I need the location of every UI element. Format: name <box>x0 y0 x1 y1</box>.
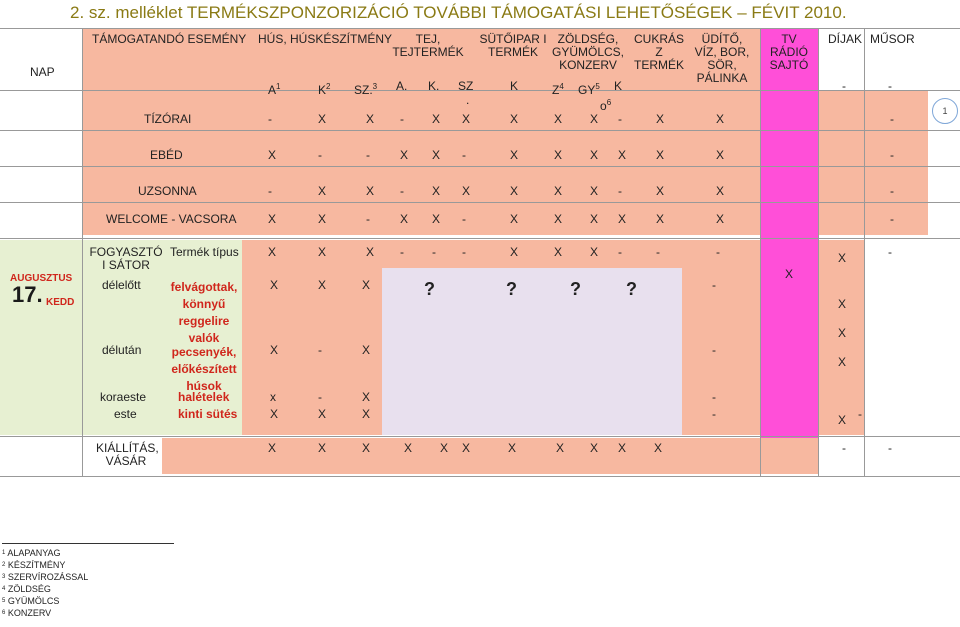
delutan-label: délután <box>102 343 142 357</box>
prize-value: X <box>838 413 847 427</box>
kiallitas-value: X <box>618 441 627 455</box>
drinks-value: - <box>712 407 716 421</box>
footnote: $^4$ ZÖLDSÉG <box>2 584 51 594</box>
kiallitas-band <box>82 438 818 474</box>
program-value: - <box>858 407 862 421</box>
sub-a2: A. <box>396 79 408 93</box>
type-value: X <box>268 245 277 259</box>
prize-value: X <box>838 251 847 265</box>
sub-dash-2: - <box>888 79 892 93</box>
row-welcome-value: X <box>554 212 563 226</box>
row-tizorai-value: - <box>268 112 272 126</box>
slot-value: X <box>318 278 327 292</box>
slot-value: X <box>362 278 371 292</box>
day-weekday: KEDD <box>46 297 75 308</box>
drinks-value: - <box>712 390 716 404</box>
delutan-desc: pecsenyék, előkészített húsok <box>171 345 237 393</box>
unknown-mark: ? <box>626 279 637 299</box>
slot-value: X <box>362 343 371 357</box>
delelott-desc: felvágottak, könnyű reggelire valók <box>170 280 238 345</box>
row-tizorai-value: X <box>590 112 599 126</box>
drinks-value: - <box>712 278 716 292</box>
fogyaszto-label: FOGYASZTÓ I SÁTOR <box>89 245 163 272</box>
row-tizorai-value: X <box>366 112 375 126</box>
kiallitas-value: X <box>508 441 517 455</box>
header-event: TÁMOGATANDÓ ESEMÉNY <box>92 32 247 46</box>
sub-k2: K. <box>428 79 440 93</box>
type-value: X <box>318 245 327 259</box>
row-welcome-value: X <box>400 212 409 226</box>
koraeste-label: koraeste <box>100 390 147 404</box>
este-label: este <box>114 407 137 421</box>
row-tizorai-value: - <box>618 112 622 126</box>
drinks-block <box>682 240 760 435</box>
row-welcome-value: - <box>366 212 370 226</box>
slot-value: - <box>318 343 322 357</box>
slot-value: x <box>270 390 276 404</box>
header-dairy: TEJ, TEJTERMÉK <box>392 32 464 59</box>
day-number: 17. <box>12 282 43 307</box>
type-row-block <box>382 240 682 268</box>
footnote: $^1$ ALAPANYAG <box>2 548 61 558</box>
row-uzsonna-label: UZSONNA <box>138 184 197 198</box>
row-uzsonna-value: X <box>716 184 725 198</box>
type-value: X <box>554 245 563 259</box>
sub-k3: K <box>510 79 519 93</box>
row-ebed-value: X <box>510 148 519 162</box>
row-uzsonna-value: - <box>618 184 622 198</box>
slot-value: - <box>318 390 322 404</box>
unknown-mark: ? <box>506 279 517 299</box>
footnote: $^3$ SZERVÍROZÁSSAL <box>2 572 89 582</box>
row-ebed-value: - <box>366 148 370 162</box>
kiallitas-prize: - <box>842 441 846 455</box>
row-tizorai-value: X <box>432 112 441 126</box>
kiallitas-label: KIÁLLÍTÁS, VÁSÁR <box>96 441 159 468</box>
prize-value: X <box>838 326 847 340</box>
row-tizorai-value: X <box>510 112 519 126</box>
program-value: - <box>888 245 892 259</box>
row-uzsonna-value: X <box>462 184 471 198</box>
row-ebed-value: X <box>432 148 441 162</box>
nap-header-cell <box>0 28 82 90</box>
type-value: X <box>510 245 519 259</box>
day-month: AUGUSZTUS <box>10 273 73 284</box>
kiallitas-value: X <box>318 441 327 455</box>
type-value: - <box>432 245 436 259</box>
type-value: X <box>366 245 375 259</box>
kiallitas-value: X <box>268 441 277 455</box>
sub-a: $A^1$ <box>268 82 281 97</box>
type-value: X <box>590 245 599 259</box>
row-tizorai-value: X <box>462 112 471 126</box>
type-value: - <box>400 245 404 259</box>
header-meat: HÚS, HÚSKÉSZÍTMÉNY <box>258 32 393 46</box>
row-ebed-label: EBÉD <box>150 148 183 162</box>
tv-value: X <box>785 267 794 281</box>
row-ebed-value: - <box>462 148 466 162</box>
row-ebed-program: - <box>890 148 894 162</box>
row-ebed-value: X <box>268 148 277 162</box>
type-label: Termék típus <box>170 245 239 259</box>
sub-dot: . <box>466 93 470 107</box>
header-nap: NAP <box>30 65 55 79</box>
sub-z: $Z^4$ <box>552 82 564 97</box>
page-title: 2. sz. melléklet TERMÉKSZPONZORIZÁCIÓ TOVÁBBI TÁMOGATÁSI LEHETŐSÉGEK – FÉVIT 2010. <box>70 3 847 22</box>
row-welcome-value: X <box>432 212 441 226</box>
row-uzsonna-value: - <box>268 184 272 198</box>
row-uzsonna-value: - <box>400 184 404 198</box>
slot-value: X <box>362 407 371 421</box>
slot-value: X <box>270 343 279 357</box>
drinks-value: - <box>712 343 716 357</box>
header-drinks: ÜDÍTŐ, VÍZ, BOR, SÖR, PÁLINKA <box>694 32 750 85</box>
header-bakery: SÜTŐIPAR I TERMÉK <box>479 32 547 59</box>
row-uzsonna-program: - <box>890 184 894 198</box>
header-prizes: DÍJAK <box>828 32 863 46</box>
row-welcome-value: X <box>656 212 665 226</box>
row-tizorai-label: TÍZÓRAI <box>144 112 192 126</box>
meat-block <box>242 240 382 435</box>
row-welcome-value: X <box>618 212 627 226</box>
kiallitas-value: X <box>362 441 371 455</box>
header-candy: CUKRÁS Z TERMÉK <box>633 32 684 72</box>
slot-value: X <box>270 407 279 421</box>
slot-value: X <box>318 407 327 421</box>
row-tizorai-value: X <box>656 112 665 126</box>
type-value: - <box>618 245 622 259</box>
slot-value: X <box>270 278 279 292</box>
koraeste-desc: halételek <box>178 390 230 404</box>
slot-value: X <box>362 390 371 404</box>
right-meals-band <box>818 90 928 235</box>
sub-k: $K^2$ <box>318 82 331 97</box>
row-welcome-value: X <box>590 212 599 226</box>
sub-gy: $GY^5$ <box>578 82 600 97</box>
footnote: $^5$ GYÜMÖLCS <box>2 596 60 606</box>
row-tizorai-value: X <box>554 112 563 126</box>
kiallitas-value: X <box>462 441 471 455</box>
row-uzsonna-value: X <box>554 184 563 198</box>
este-desc: kinti sütés <box>178 407 238 421</box>
row-welcome-value: X <box>268 212 277 226</box>
row-welcome-label: WELCOME - VACSORA <box>106 212 237 226</box>
prize-value: X <box>838 355 847 369</box>
row-ebed-value: X <box>656 148 665 162</box>
kiallitas-value: X <box>590 441 599 455</box>
row-ebed-value: X <box>400 148 409 162</box>
row-welcome-value: X <box>318 212 327 226</box>
header-tv: TV RÁDIÓ SAJTÓ <box>769 32 809 72</box>
kiallitas-value: X <box>556 441 565 455</box>
day-block <box>0 240 82 435</box>
nap-empty-cell <box>0 90 82 235</box>
row-uzsonna-value: X <box>318 184 327 198</box>
kiallitas-program: - <box>888 441 892 455</box>
footnote: $^6$ KONZERV <box>2 608 52 618</box>
row-ebed-value: - <box>318 148 322 162</box>
comment-badge[interactable]: 1 <box>932 98 958 124</box>
header-veg: ZÖLDSÉG, GYÜMÖLCS, KONZERV <box>551 32 624 72</box>
row-tizorai-value: X <box>716 112 725 126</box>
delelott-label: délelőtt <box>102 278 141 292</box>
type-value: - <box>462 245 466 259</box>
row-tizorai-value: - <box>400 112 404 126</box>
sub-k4: K <box>614 79 623 93</box>
row-uzsonna-value: X <box>432 184 441 198</box>
type-value: - <box>716 245 720 259</box>
unknown-mark: ? <box>424 279 435 299</box>
sub-o: $o^6$ <box>600 98 612 113</box>
footnote: $^2$ KÉSZÍTMÉNY <box>2 560 66 570</box>
row-ebed-value: X <box>716 148 725 162</box>
sub-sz2: SZ <box>458 79 474 93</box>
row-tizorai-program: - <box>890 112 894 126</box>
row-uzsonna-value: X <box>510 184 519 198</box>
row-ebed-value: X <box>554 148 563 162</box>
row-uzsonna-value: X <box>366 184 375 198</box>
sub-sz: SZ.$^3$ <box>354 82 378 97</box>
type-value: - <box>656 245 660 259</box>
row-ebed-value: X <box>618 148 627 162</box>
row-ebed-value: X <box>590 148 599 162</box>
row-welcome-value: X <box>510 212 519 226</box>
sub-dash-1: - <box>842 79 846 93</box>
header-program: MŰSOR <box>870 32 915 46</box>
row-tizorai-value: X <box>318 112 327 126</box>
unknown-mark: ? <box>570 279 581 299</box>
kiallitas-value: X <box>404 441 413 455</box>
kiallitas-value: X <box>440 441 449 455</box>
row-uzsonna-value: X <box>590 184 599 198</box>
row-uzsonna-value: X <box>656 184 665 198</box>
row-welcome-program: - <box>890 212 894 226</box>
row-welcome-value: X <box>716 212 725 226</box>
kiallitas-value: X <box>654 441 663 455</box>
prize-value: X <box>838 297 847 311</box>
row-welcome-value: - <box>462 212 466 226</box>
